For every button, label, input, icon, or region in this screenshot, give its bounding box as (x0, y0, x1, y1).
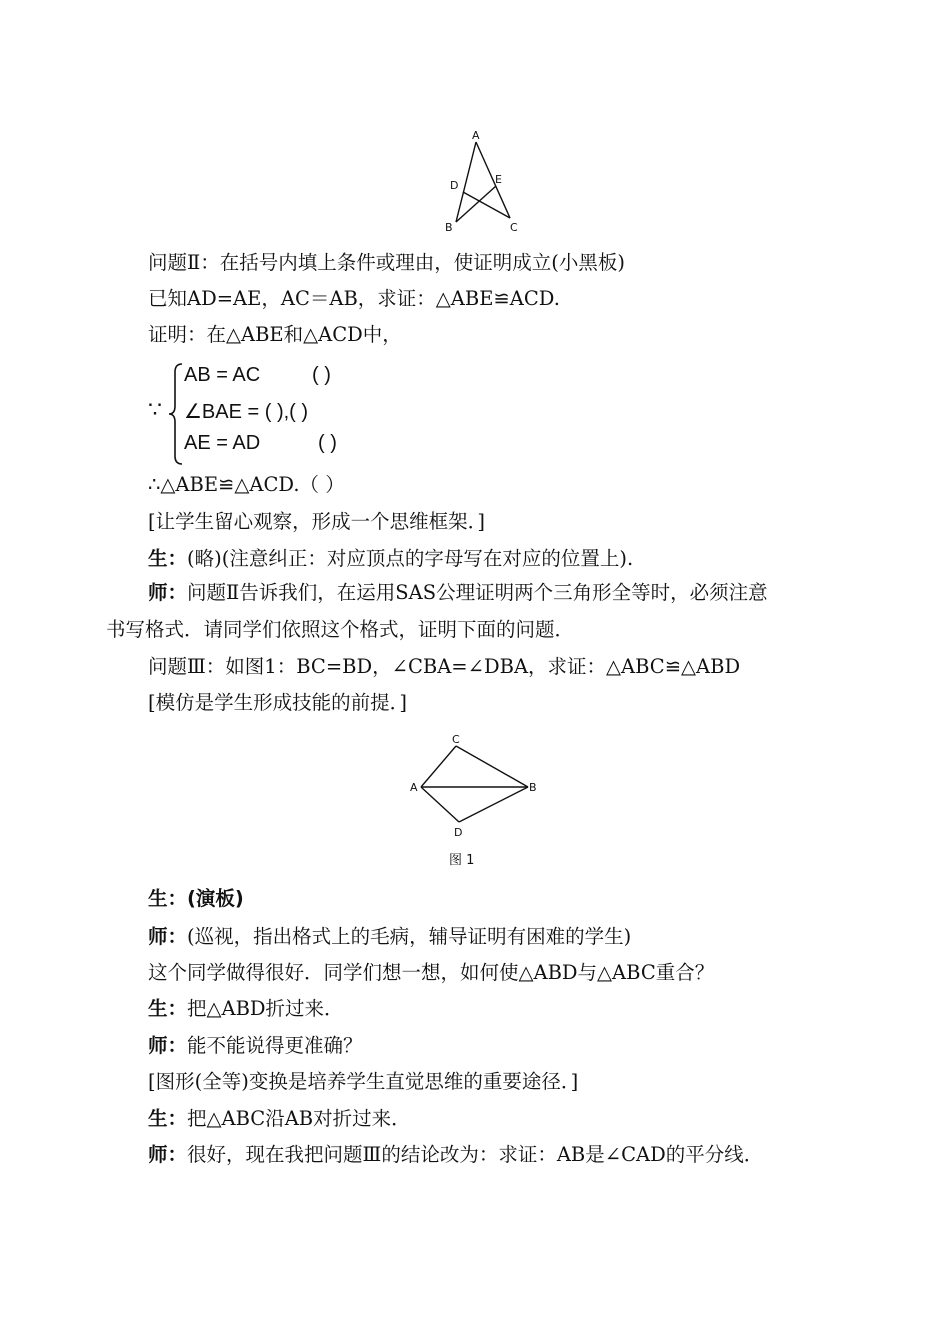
teacher-line-1-cont: 书写格式．请同学们依照这个格式，证明下面的问题． (106, 618, 575, 641)
given-statement: 已知AD=AE，AC＝AB，求证：△ABE≌ACD. (148, 287, 560, 310)
proof-row-1-reason: ( ) (312, 364, 331, 386)
side-ac (421, 746, 456, 787)
side-ab (456, 142, 476, 222)
student-line-2: 生：(演板) (148, 887, 244, 910)
student-line-3: 生：把△ABD折过来． (148, 997, 344, 1020)
proof-intro: 证明：在△ABE和△ACD中， (148, 323, 402, 346)
student-line-1: 生：(略)(注意纠正：对应顶点的字母写在对应的位置上). (148, 547, 634, 570)
label-d: D (454, 826, 463, 839)
question-2: 问题Ⅱ：在括号内填上条件或理由，使证明成立(小黑板) (148, 251, 625, 274)
label-d: D (450, 179, 459, 192)
proof-row-1: AB = AC (184, 364, 261, 386)
label-a: A (472, 129, 480, 142)
because-symbol: ∵ (148, 398, 162, 423)
conclusion: ∴△ABE≌△ACD.（ ） (148, 473, 345, 496)
label-b: B (529, 781, 537, 794)
teacher-line-2: 师：(巡视，指出格式上的毛病，辅导证明有困难的学生) (148, 925, 632, 948)
teacher-line-1: 师：问题Ⅱ告诉我们，在运用SAS公理证明两个三角形全等时，必须注意 (148, 581, 768, 604)
label-c: C (510, 221, 518, 234)
side-ac (476, 142, 510, 218)
figure-1 (404, 732, 554, 872)
segment-dc (463, 192, 510, 218)
question-3: 问题Ⅲ：如图1：BC=BD，∠CBA=∠DBA，求证：△ABC≌△ABD (148, 655, 741, 678)
proof-row-2: ∠BAE = ( ),( ) (184, 401, 309, 423)
speaker-student: 生： (148, 547, 188, 570)
student-line-4: 生：把△ABC沿AB对折过来． (148, 1107, 411, 1130)
segment-be (456, 186, 496, 222)
left-brace (168, 362, 184, 466)
teacher-line-4: 师：很好，现在我把问题Ⅲ的结论改为：求证：AB是∠CAD的平分线． (148, 1143, 764, 1166)
proof-row-3: AE = AD (184, 432, 261, 454)
teacher-line-2-cont: 这个同学做得很好．同学们想一想，如何使△ABD与△ABC重合？ (148, 961, 715, 984)
label-c: C (452, 733, 460, 746)
teacher-line-3: 师：能不能说得更准确？ (148, 1034, 363, 1057)
note-3: [图形(全等)变换是培养学生直觉思维的重要途径．] (148, 1070, 579, 1093)
label-e: E (495, 173, 502, 186)
proof-system (148, 362, 388, 466)
label-a: A (410, 781, 418, 794)
triangle-figure-top (440, 128, 530, 236)
proof-row-3-reason: ( ) (318, 432, 337, 454)
label-b: B (445, 221, 453, 234)
side-cb (456, 746, 528, 787)
side-ad (421, 787, 459, 822)
speaker-teacher: 师： (148, 581, 188, 604)
note-2: [模仿是学生形成技能的前提．] (148, 691, 407, 714)
side-db (459, 787, 528, 822)
note-1: [让学生留心观察，形成一个思维框架．] (148, 510, 485, 533)
figure-caption: 图 1 (449, 853, 475, 868)
